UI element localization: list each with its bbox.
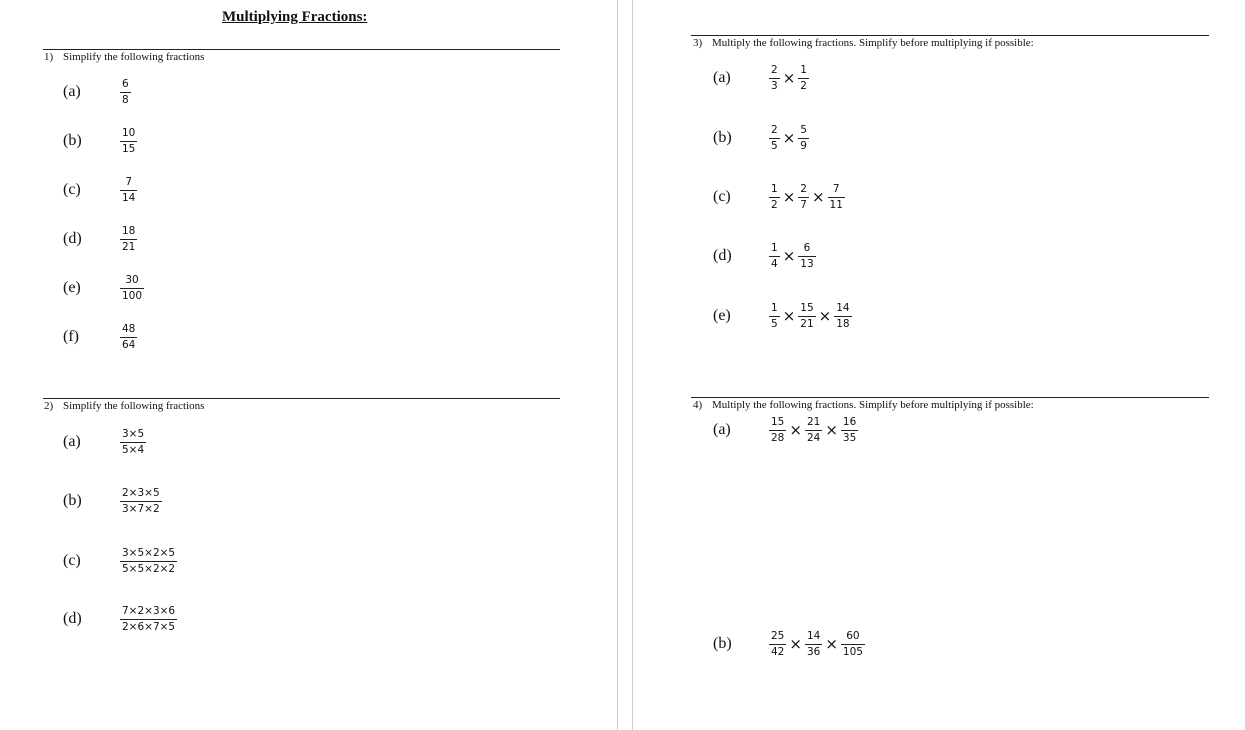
fraction bbox=[769, 303, 780, 329]
fraction bbox=[798, 125, 809, 151]
denominator: 15 bbox=[122, 142, 136, 155]
numerator: 60 bbox=[846, 630, 860, 642]
denominator: 13 bbox=[800, 257, 814, 270]
numerator: 2 bbox=[771, 64, 778, 76]
numerator: 1 bbox=[771, 183, 778, 195]
times-sign: × bbox=[782, 246, 796, 265]
numerator: 7×2×3×6 bbox=[122, 605, 176, 617]
item-label: (c) bbox=[63, 181, 81, 198]
denominator: 28 bbox=[771, 431, 785, 444]
left-page bbox=[0, 0, 617, 730]
numerator: 6 bbox=[122, 78, 129, 90]
question-number: 1) bbox=[44, 51, 54, 63]
item-label: (a) bbox=[713, 421, 731, 438]
item-label: (a) bbox=[63, 83, 81, 100]
numerator: 3×5×2×5 bbox=[122, 547, 176, 559]
fraction bbox=[769, 631, 786, 657]
page-title: Multiplying Fractions: bbox=[222, 9, 368, 25]
fraction-expression bbox=[769, 631, 865, 657]
denominator: 2 bbox=[800, 79, 807, 92]
fraction-expression bbox=[769, 303, 852, 329]
item-label: (a) bbox=[713, 69, 731, 86]
denominator: 24 bbox=[806, 431, 821, 444]
item-label: (d) bbox=[713, 247, 732, 264]
item-label: (e) bbox=[63, 279, 81, 296]
exercise-item bbox=[713, 179, 1113, 215]
fraction-expression bbox=[769, 65, 809, 91]
denominator: 2×6×7×5 bbox=[122, 620, 176, 633]
numerator: 7 bbox=[125, 176, 133, 188]
denominator: 3×7×2 bbox=[122, 502, 160, 515]
fraction bbox=[120, 79, 131, 105]
numerator: 2 bbox=[800, 183, 807, 195]
denominator: 21 bbox=[800, 317, 814, 330]
exercise-item bbox=[63, 221, 463, 257]
exercise-item bbox=[63, 601, 463, 637]
numerator: 1 bbox=[771, 242, 778, 254]
question-4-heading bbox=[693, 399, 1034, 411]
denominator: 5 bbox=[771, 317, 778, 330]
numerator: 14 bbox=[806, 630, 821, 642]
fraction-expression bbox=[769, 417, 858, 443]
denominator: 8 bbox=[122, 93, 129, 106]
denominator: 105 bbox=[842, 645, 863, 658]
fraction bbox=[798, 303, 815, 329]
times-sign: × bbox=[825, 634, 838, 653]
section-rule bbox=[43, 49, 560, 50]
denominator: 5×4 bbox=[122, 443, 145, 456]
exercise-item bbox=[63, 483, 463, 519]
numerator: 48 bbox=[122, 323, 136, 335]
times-sign: × bbox=[782, 68, 796, 87]
numerator: 10 bbox=[122, 127, 136, 139]
denominator: 35 bbox=[842, 431, 857, 444]
denominator: 100 bbox=[122, 289, 143, 302]
fraction-expression bbox=[769, 125, 809, 151]
times-sign: × bbox=[789, 634, 802, 653]
fraction bbox=[798, 243, 815, 269]
exercise-item bbox=[63, 172, 463, 208]
item-label: (c) bbox=[713, 188, 731, 205]
section-rule bbox=[43, 398, 560, 399]
exercise-item bbox=[713, 120, 1113, 156]
exercise-item bbox=[713, 412, 1113, 448]
fraction bbox=[120, 128, 137, 154]
question-2-heading bbox=[44, 400, 204, 412]
numerator: 15 bbox=[771, 416, 785, 428]
denominator: 21 bbox=[122, 240, 136, 253]
times-sign: × bbox=[782, 306, 796, 325]
denominator: 9 bbox=[800, 139, 807, 152]
numerator: 1 bbox=[800, 64, 807, 76]
numerator: 30 bbox=[125, 274, 139, 286]
denominator: 2 bbox=[771, 198, 778, 211]
numerator: 15 bbox=[800, 302, 814, 314]
question-prompt: Simplify the following fractions bbox=[63, 51, 205, 63]
item-label: (f) bbox=[63, 328, 79, 345]
item-label: (b) bbox=[63, 132, 82, 149]
fraction bbox=[769, 243, 780, 269]
fraction bbox=[828, 184, 845, 210]
fraction-expression bbox=[120, 275, 144, 301]
section-rule bbox=[691, 397, 1209, 398]
fraction bbox=[769, 184, 780, 210]
denominator: 18 bbox=[836, 317, 850, 330]
exercise-item bbox=[713, 238, 1113, 274]
fraction bbox=[841, 417, 858, 443]
fraction-expression bbox=[120, 324, 137, 350]
item-label: (d) bbox=[63, 610, 82, 627]
times-sign: × bbox=[782, 187, 796, 206]
denominator: 36 bbox=[806, 645, 821, 658]
numerator: 25 bbox=[771, 630, 785, 642]
numerator: 7 bbox=[832, 183, 840, 195]
fraction bbox=[120, 548, 177, 574]
exercise-item bbox=[713, 298, 1113, 334]
exercise-item bbox=[713, 626, 1113, 662]
fraction-expression bbox=[120, 606, 177, 632]
fraction bbox=[805, 417, 822, 443]
item-label: (d) bbox=[63, 230, 82, 247]
fraction bbox=[769, 125, 780, 151]
fraction-expression bbox=[769, 184, 845, 210]
question-number: 2) bbox=[44, 400, 54, 412]
denominator: 64 bbox=[122, 338, 136, 351]
numerator: 1 bbox=[771, 302, 778, 314]
fraction-expression bbox=[120, 226, 137, 252]
fraction bbox=[798, 65, 809, 91]
times-sign: × bbox=[789, 420, 802, 439]
denominator: 4 bbox=[771, 257, 778, 270]
section-rule bbox=[691, 35, 1209, 36]
fraction-expression bbox=[769, 243, 816, 269]
exercise-item bbox=[63, 74, 463, 110]
fraction bbox=[120, 488, 162, 514]
page-gutter bbox=[617, 0, 633, 730]
question-number: 3) bbox=[693, 37, 703, 49]
question-number: 4) bbox=[693, 399, 703, 411]
question-1-heading bbox=[44, 51, 204, 63]
item-label: (b) bbox=[713, 635, 732, 652]
denominator: 3 bbox=[771, 79, 778, 92]
numerator: 5 bbox=[800, 124, 807, 136]
exercise-item bbox=[63, 270, 463, 306]
exercise-item bbox=[63, 319, 463, 355]
fraction-expression bbox=[120, 429, 146, 455]
numerator: 2 bbox=[771, 124, 778, 136]
numerator: 3×5 bbox=[122, 428, 145, 440]
fraction bbox=[120, 324, 137, 350]
question-prompt: Multiply the following fractions. Simplify before multiplying if possible: bbox=[712, 37, 1034, 49]
denominator: 5 bbox=[771, 139, 778, 152]
numerator: 16 bbox=[842, 416, 857, 428]
item-label: (a) bbox=[63, 433, 81, 450]
denominator: 7 bbox=[800, 198, 807, 211]
denominator: 42 bbox=[771, 645, 785, 658]
times-sign: × bbox=[782, 128, 796, 147]
numerator: 2×3×5 bbox=[122, 487, 160, 499]
exercise-item bbox=[63, 543, 463, 579]
numerator: 14 bbox=[836, 302, 850, 314]
right-page bbox=[633, 0, 1245, 730]
item-label: (c) bbox=[63, 552, 81, 569]
fraction bbox=[120, 275, 144, 301]
fraction bbox=[120, 606, 177, 632]
exercise-item bbox=[63, 424, 463, 460]
denominator: 5×5×2×2 bbox=[122, 562, 176, 575]
item-label: (e) bbox=[713, 307, 731, 324]
fraction-expression bbox=[120, 488, 162, 514]
numerator: 6 bbox=[803, 242, 811, 254]
fraction bbox=[769, 417, 786, 443]
denominator: 14 bbox=[122, 191, 136, 204]
fraction bbox=[834, 303, 851, 329]
item-label: (b) bbox=[63, 492, 82, 509]
denominator: 11 bbox=[829, 198, 843, 211]
numerator: 18 bbox=[122, 225, 136, 237]
times-sign: × bbox=[818, 306, 832, 325]
times-sign: × bbox=[811, 187, 825, 206]
question-prompt: Simplify the following fractions bbox=[63, 400, 205, 412]
fraction bbox=[120, 177, 137, 203]
times-sign: × bbox=[825, 420, 838, 439]
fraction-expression bbox=[120, 128, 137, 154]
fraction bbox=[841, 631, 865, 657]
fraction-expression bbox=[120, 177, 137, 203]
fraction bbox=[120, 429, 146, 455]
question-3-heading bbox=[693, 37, 1034, 49]
fraction-expression bbox=[120, 548, 177, 574]
fraction bbox=[798, 184, 809, 210]
fraction bbox=[769, 65, 780, 91]
fraction-expression bbox=[120, 79, 131, 105]
question-prompt: Multiply the following fractions. Simplify before multiplying if possible: bbox=[712, 399, 1034, 411]
exercise-item bbox=[63, 123, 463, 159]
numerator: 21 bbox=[806, 416, 821, 428]
fraction bbox=[805, 631, 822, 657]
fraction bbox=[120, 226, 137, 252]
exercise-item bbox=[713, 60, 1113, 96]
item-label: (b) bbox=[713, 129, 732, 146]
